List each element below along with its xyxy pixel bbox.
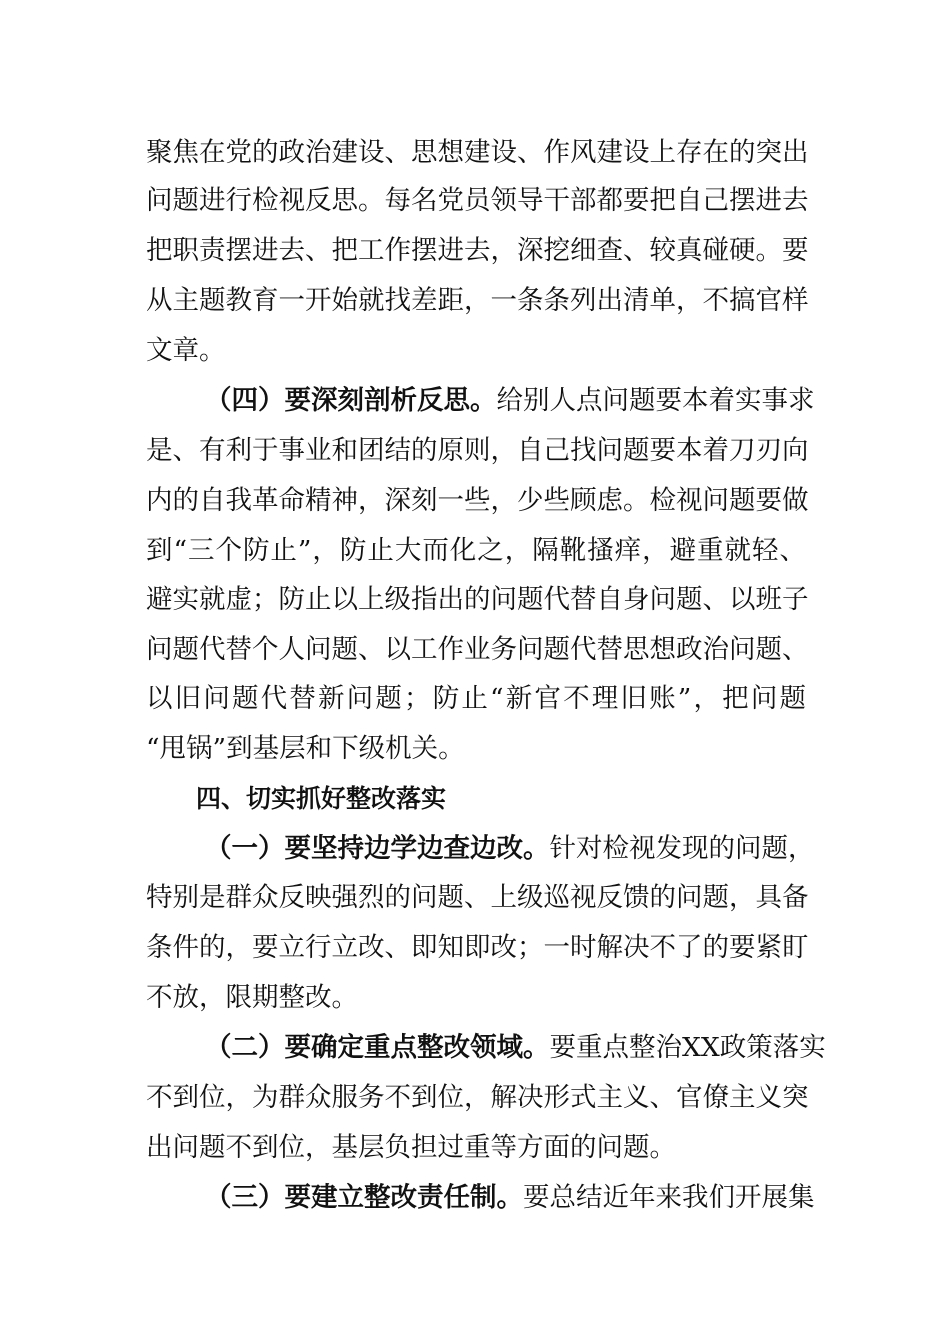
paragraph-first-line (205, 831, 815, 867)
paragraph-line: 文章。 (146, 335, 226, 366)
paragraph-line: “甩锅”到基层和下级机关。 (146, 733, 465, 764)
paragraph-line: 要总结近年来我们开展集 (523, 1182, 815, 1213)
paragraph-line: 聚焦在党的政治建设、思想建设、作风建设上存在的突出 (146, 137, 809, 168)
paragraph-line: 问题代替个人问题、以工作业务问题代替思想政治问题、 (146, 634, 809, 665)
subsection-heading: （一）要坚持边学边查边改。 (205, 833, 550, 864)
paragraph-line: 问题进行检视反思。每名党员领导干部都要把自己摆进去 (146, 185, 809, 216)
paragraph-line: 条件的，要立行立改、即知即改；一时解决不了的要紧盯 (146, 932, 809, 963)
subsection-heading: （三）要建立整改责任制。 (205, 1182, 523, 1213)
subsection-heading: （二）要确定重点整改领域。 (205, 1032, 550, 1063)
paragraph-first-line (205, 1180, 815, 1216)
paragraph-line: 要重点整治XX政策落实 (549, 1032, 826, 1063)
paragraph-line: 以旧问题代替新问题；防止“新官不理旧账”，把问题 (146, 683, 806, 714)
paragraph-line: 从主题教育一开始就找差距，一条条列出清单，不搞官样 (146, 285, 809, 316)
paragraph-line: 到“三个防止”，防止大而化之，隔靴搔痒，避重就轻、 (146, 535, 806, 566)
paragraph-first-line (205, 383, 815, 419)
paragraph-line: 避实就虚；防止以上级指出的问题代替自身问题、以班子 (146, 584, 809, 615)
paragraph-line: 出问题不到位，基层负担过重等方面的问题。 (146, 1132, 676, 1163)
paragraph-line: 把职责摆进去、把工作摆进去，深挖细查、较真碰硬。要 (146, 235, 809, 266)
section-heading: 四、切实抓好整改落实 (196, 784, 447, 813)
paragraph-line: 不放，限期整改。 (146, 982, 358, 1013)
paragraph-line: 特别是群众反映强烈的问题、上级巡视反馈的问题，具备 (146, 882, 809, 913)
paragraph-line: 内的自我革命精神，深刻一些，少些顾虑。检视问题要做 (146, 485, 809, 516)
paragraph-line: 给别人点问题要本着实事求 (496, 385, 815, 416)
paragraph-first-line (205, 1030, 826, 1066)
subsection-heading: （四）要深刻剖析反思。 (205, 385, 497, 416)
paragraph-line: 针对检视发现的问题， (549, 833, 815, 864)
paragraph-line: 不到位，为群众服务不到位，解决形式主义、官僚主义突 (146, 1082, 809, 1113)
paragraph-line: 是、有利于事业和团结的原则，自己找问题要本着刀刃向 (146, 435, 809, 466)
